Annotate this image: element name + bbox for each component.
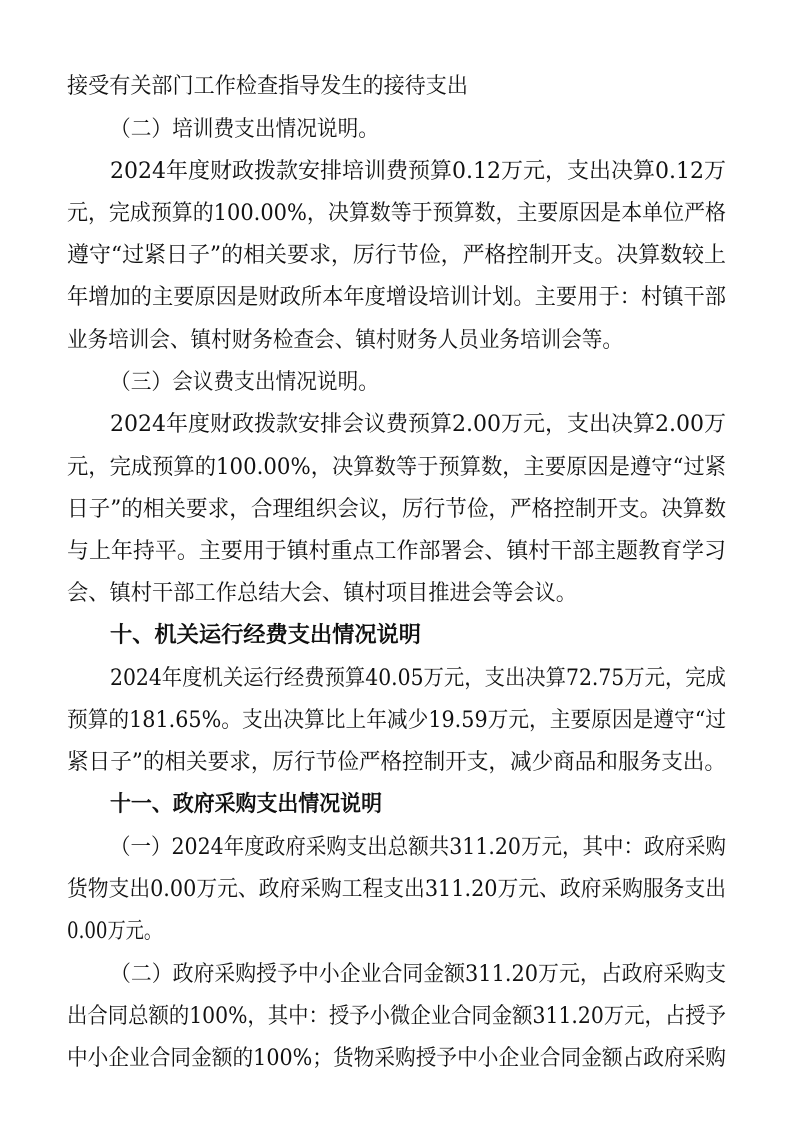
line-text: （二）政府采购授予中小企业合同金额311.20万元，占政府采购支 bbox=[110, 962, 726, 987]
text-line bbox=[0, 915, 793, 949]
line-text: 0.00万元。 bbox=[67, 919, 162, 944]
text-line bbox=[0, 662, 793, 696]
text-line bbox=[0, 197, 793, 231]
line-text: 日子”的相关要求，合理组织会议，厉行节俭，严格控制开支。决算数 bbox=[67, 497, 726, 522]
line-text: 2024年度机关运行经费预算40.05万元，支出决算72.75万元，完成 bbox=[110, 666, 726, 691]
line-text: 2024年度财政拨款安排会议费预算2.00万元，支出决算2.00万 bbox=[110, 412, 727, 437]
line-text: 元，完成预算的100.00%，决算数等于预算数，主要原因是本单位严格 bbox=[67, 201, 726, 226]
text-line bbox=[0, 704, 793, 738]
text-line bbox=[0, 493, 793, 527]
line-text: 业务培训会、镇村财务检查会、镇村财务人员业务培训会等。 bbox=[67, 328, 623, 353]
heading-text: 十一、政府采购支出情况说明 bbox=[110, 792, 382, 817]
text-line bbox=[0, 408, 793, 442]
text-line bbox=[0, 113, 793, 147]
text-line bbox=[0, 577, 793, 611]
line-text: 出合同总额的100%，其中：授予小微企业合同金额311.20万元，占授予 bbox=[67, 1004, 726, 1029]
line-text: 预算的181.65%。支出决算比上年减少19.59万元，主要原因是遵守“过 bbox=[67, 708, 726, 733]
text-line bbox=[0, 155, 793, 189]
line-text: 年增加的主要原因是财政所本年度增设培训计划。主要用于：村镇干部 bbox=[67, 285, 726, 310]
text-line bbox=[0, 746, 793, 780]
line-text: 紧日子”的相关要求，厉行节俭严格控制开支，减少商品和服务支出。 bbox=[67, 750, 726, 775]
heading-text: 十、机关运行经费支出情况说明 bbox=[110, 623, 422, 648]
section-heading bbox=[0, 788, 793, 822]
text-line bbox=[0, 451, 793, 485]
line-text: 会、镇村干部工作总结大会、镇村项目推进会等会议。 bbox=[67, 581, 577, 606]
line-text: 遵守“过紧日子”的相关要求，厉行节俭，严格控制开支。决算数较上 bbox=[67, 243, 726, 268]
line-text: 货物支出0.00万元、政府采购工程支出311.20万元、政府采购服务支出 bbox=[67, 877, 726, 902]
text-line bbox=[0, 239, 793, 273]
text-line bbox=[0, 1042, 793, 1076]
text-line bbox=[0, 958, 793, 992]
text-line bbox=[0, 535, 793, 569]
line-text: 中小企业合同金额的100%；货物采购授予中小企业合同金额占政府采购 bbox=[67, 1046, 726, 1071]
text-line bbox=[0, 831, 793, 865]
line-text: （二）培训费支出情况说明。 bbox=[110, 117, 379, 142]
line-text: 接受有关部门工作检查指导发生的接待支出 bbox=[67, 74, 468, 99]
text-line bbox=[0, 281, 793, 315]
text-line bbox=[0, 873, 793, 907]
line-text: 2024年度财政拨款安排培训费预算0.12万元，支出决算0.12万 bbox=[110, 159, 727, 184]
line-text: （一）2024年度政府采购支出总额共311.20万元，其中：政府采购 bbox=[110, 835, 726, 860]
line-text: 与上年持平。主要用于镇村重点工作部署会、镇村干部主题教育学习 bbox=[67, 539, 726, 564]
line-text: 元，完成预算的100.00%，决算数等于预算数，主要原因是遵守“过紧 bbox=[67, 455, 726, 480]
text-line bbox=[0, 324, 793, 358]
text-line bbox=[0, 366, 793, 400]
line-text: （三）会议费支出情况说明。 bbox=[110, 370, 379, 395]
text-line bbox=[0, 70, 793, 104]
text-line bbox=[0, 1000, 793, 1034]
section-heading bbox=[0, 619, 793, 653]
